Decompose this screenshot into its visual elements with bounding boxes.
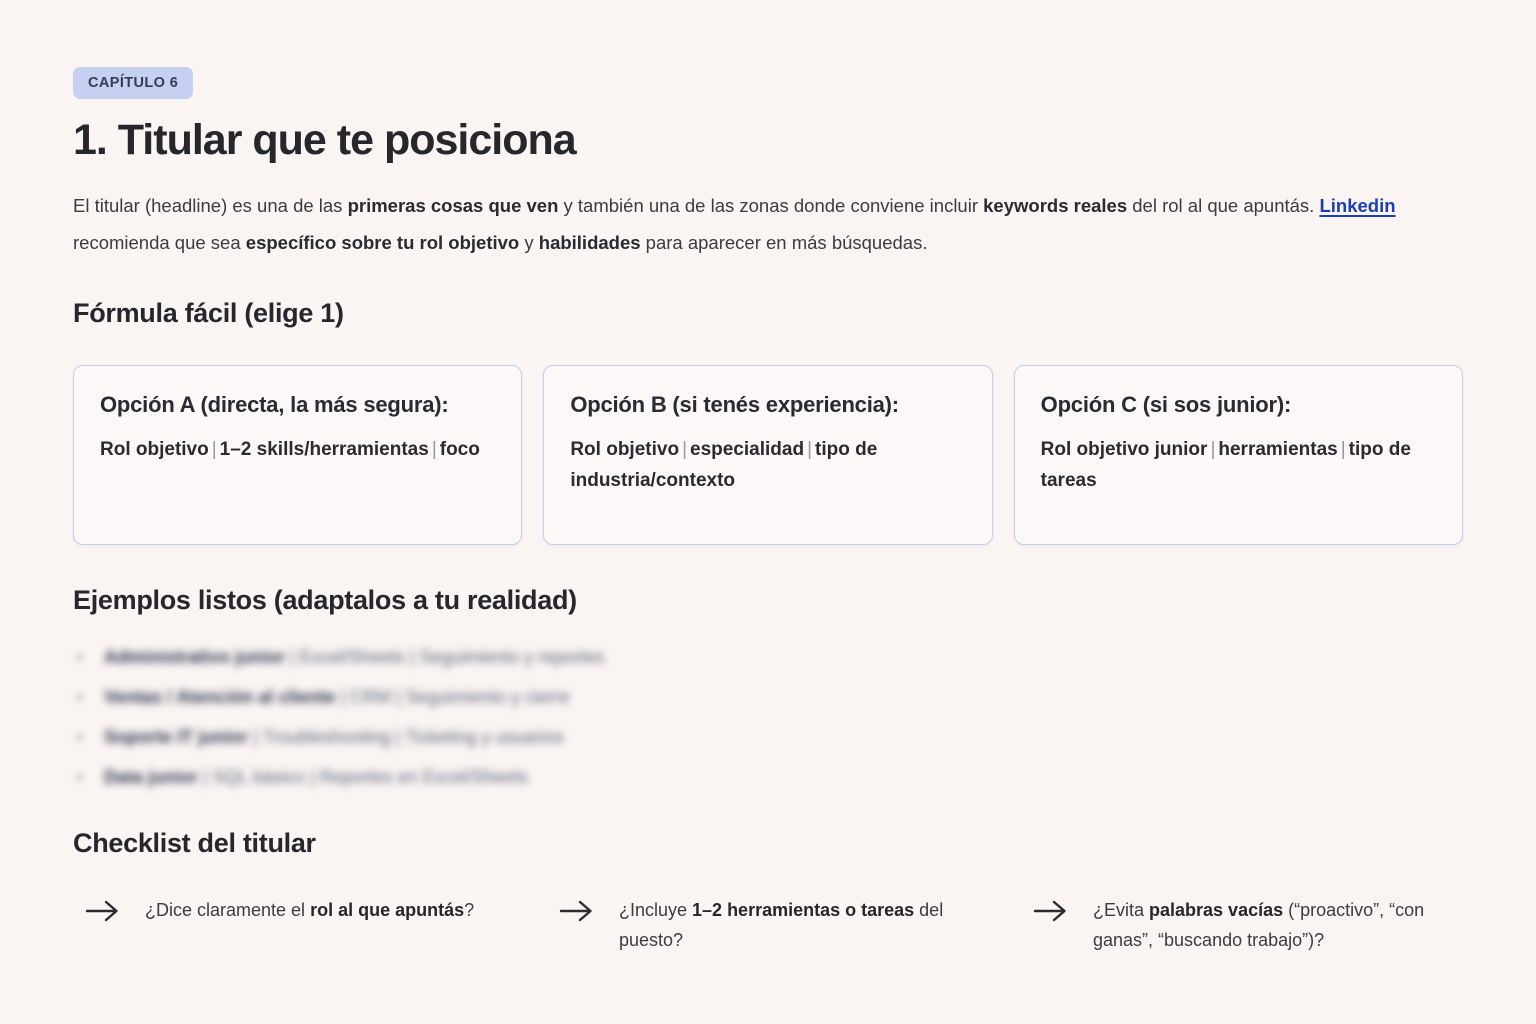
checklist-text-segment: del puesto? bbox=[619, 900, 944, 951]
pipe-separator: | bbox=[211, 439, 217, 461]
card-body-part: tipo de tareas bbox=[1040, 439, 1411, 492]
card-title: Opción C (si sos junior): bbox=[1040, 392, 1292, 418]
formula-cards bbox=[73, 365, 1463, 545]
pipe-separator: | bbox=[1340, 439, 1346, 461]
card-body bbox=[570, 434, 965, 496]
card-body-part: 1–2 skills/herramientas bbox=[219, 439, 429, 461]
example-detail: | Troubleshooting | Ticketing y usuarios bbox=[248, 727, 564, 748]
intro-text: y bbox=[519, 232, 539, 254]
intro-text: del rol al que apuntás. bbox=[1127, 195, 1320, 217]
intro-paragraph bbox=[73, 187, 1463, 261]
arrow-right-icon bbox=[1033, 898, 1067, 924]
pipe-separator: | bbox=[682, 439, 687, 461]
checklist-heading: Checklist del titular bbox=[73, 828, 316, 859]
page-title: 1. Titular que te posiciona bbox=[73, 116, 576, 164]
checklist-text-segment: ? bbox=[464, 900, 475, 921]
example-role: Data junior bbox=[104, 767, 199, 788]
intro-bold: específico sobre tu rol objetivo bbox=[245, 232, 520, 254]
example-list-item bbox=[73, 726, 833, 748]
checklist-text bbox=[145, 895, 474, 925]
formula-heading: Fórmula fácil (elige 1) bbox=[73, 298, 344, 329]
checklist-text bbox=[1093, 895, 1443, 955]
pipe-separator: | bbox=[807, 439, 812, 461]
intro-text: El titular (headline) es una de las bbox=[73, 195, 348, 217]
card-body-part: especialidad bbox=[690, 439, 805, 461]
option-card-b bbox=[543, 365, 992, 545]
example-detail: | CRM | Seguimiento y cierre bbox=[335, 687, 570, 708]
checklist-text-segment: ¿Evita bbox=[1093, 900, 1150, 921]
card-body-part: foco bbox=[439, 439, 480, 461]
card-body bbox=[100, 434, 495, 465]
linkedin-link[interactable]: Linkedin bbox=[1319, 195, 1396, 217]
arrow-right-icon bbox=[85, 898, 119, 924]
checklist-text-segment: ¿Incluye bbox=[619, 900, 693, 921]
intro-text: y también una de las zonas donde conviene incluir bbox=[558, 195, 984, 217]
option-card-a bbox=[73, 365, 522, 545]
checklist-text-bold: palabras vacías bbox=[1149, 900, 1284, 921]
example-role: Soporte IT junior bbox=[104, 727, 248, 748]
intro-text: recomienda que sea bbox=[73, 232, 246, 254]
card-title: Opción A (directa, la más segura): bbox=[100, 392, 449, 418]
example-list-item bbox=[73, 686, 833, 708]
examples-list-blurred bbox=[73, 646, 833, 788]
example-list-item bbox=[73, 766, 833, 788]
checklist-text-segment: (“proactivo”, “con ganas”, “buscando trabajo”)? bbox=[1093, 900, 1425, 951]
intro-bold: habilidades bbox=[538, 232, 641, 254]
card-body bbox=[1041, 434, 1436, 496]
intro-bold: keywords reales bbox=[983, 195, 1128, 217]
pipe-separator: | bbox=[1210, 439, 1216, 461]
chapter-badge: CAPÍTULO 6 bbox=[73, 67, 193, 99]
checklist-item bbox=[1033, 895, 1463, 955]
checklist-item bbox=[559, 895, 989, 955]
checklist-text-segment: ¿Dice claramente el bbox=[145, 900, 311, 921]
checklist-item bbox=[85, 895, 515, 955]
intro-text: para aparecer en más búsquedas. bbox=[640, 232, 928, 254]
intro-bold: primeras cosas que ven bbox=[347, 195, 559, 217]
checklist-items bbox=[73, 895, 1463, 955]
card-body-part: Rol objetivo junior bbox=[1040, 439, 1208, 461]
examples-heading: Ejemplos listos (adaptalos a tu realidad) bbox=[73, 585, 577, 616]
card-body-part: Rol objetivo bbox=[570, 439, 680, 461]
example-list-item bbox=[73, 646, 833, 668]
arrow-right-icon bbox=[559, 898, 593, 924]
checklist-text-bold: rol al que apuntás bbox=[310, 900, 465, 921]
checklist-text bbox=[619, 895, 969, 955]
example-role: Administrativo junior bbox=[104, 647, 286, 668]
card-title: Opción B (si tenés experiencia): bbox=[570, 392, 899, 418]
option-card-c bbox=[1014, 365, 1463, 545]
example-detail: | Excel/Sheets | Seguimiento y reportes bbox=[285, 647, 605, 668]
example-detail: | SQL básico | Reportes en Excel/Sheets bbox=[198, 767, 528, 788]
example-role: Ventas / Atención al cliente bbox=[104, 687, 336, 708]
checklist-text-bold: 1–2 herramientas o tareas bbox=[692, 900, 915, 921]
card-body-part: Rol objetivo bbox=[100, 439, 209, 461]
card-body-part: herramientas bbox=[1218, 439, 1338, 461]
pipe-separator: | bbox=[431, 439, 437, 461]
card-body-part: tipo de industria/contexto bbox=[570, 439, 878, 492]
